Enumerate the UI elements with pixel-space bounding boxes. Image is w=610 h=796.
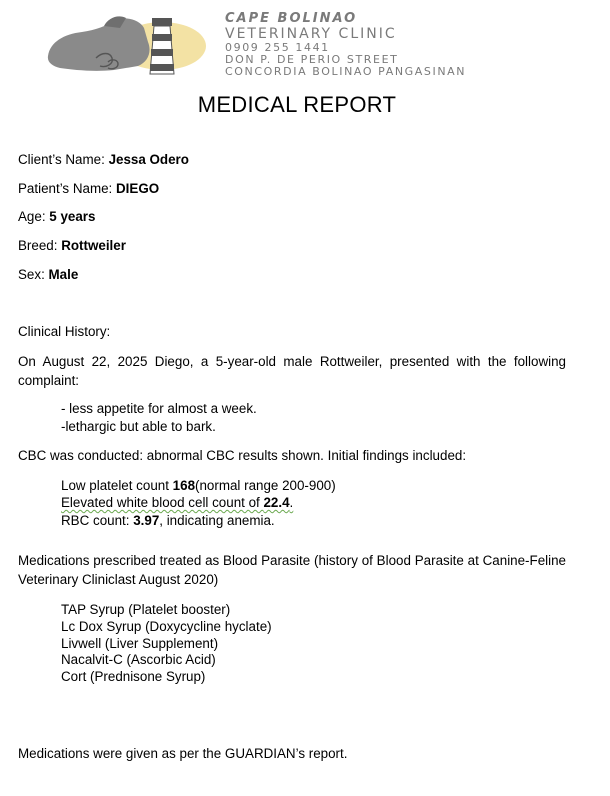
lighthouse-dog-logo-icon bbox=[44, 12, 214, 76]
cbc-rbc-note: , indicating anemia. bbox=[159, 513, 275, 528]
closing-note: Medications were given as per the GUARDIAN’s report. bbox=[18, 746, 348, 761]
breed-value: Rottweiler bbox=[61, 238, 126, 253]
cbc-platelet-range: (normal range 200-900) bbox=[195, 478, 336, 493]
age-label: Age: bbox=[18, 209, 46, 224]
complaint-item: -lethargic but able to bark. bbox=[61, 419, 216, 434]
breed-row bbox=[18, 237, 126, 255]
medication-item: Livwell (Liver Supplement) bbox=[61, 636, 219, 651]
clinic-address: CONCORDIA BOLINAO PANGASINAN bbox=[225, 65, 467, 78]
client-name-row bbox=[18, 151, 189, 169]
cbc-rbc-value: 3.97 bbox=[133, 513, 160, 528]
breed-label: Breed: bbox=[18, 238, 58, 253]
medication-item: Cort (Prednisone Syrup) bbox=[61, 669, 206, 684]
clinic-phone: 0909 255 1441 bbox=[225, 41, 330, 54]
cbc-wbc-end: . bbox=[289, 495, 294, 510]
cbc-wbc-value: 22.4 bbox=[263, 495, 290, 510]
letterhead bbox=[0, 0, 610, 90]
clinic-street: DON P. DE PERIO STREET bbox=[225, 53, 399, 66]
medication-item: Lc Dox Syrup (Doxycycline hyclate) bbox=[61, 619, 272, 634]
page-title: MEDICAL REPORT bbox=[197, 92, 397, 117]
cbc-platelet bbox=[61, 477, 336, 494]
age-value: 5 years bbox=[49, 209, 96, 224]
medication-item: TAP Syrup (Platelet booster) bbox=[61, 602, 231, 617]
cbc-rbc-label: RBC count: bbox=[61, 513, 134, 528]
patient-value: DIEGO bbox=[116, 181, 160, 196]
client-value: Jessa Odero bbox=[108, 152, 189, 167]
age-row bbox=[18, 208, 95, 226]
clinical-history-heading: Clinical History: bbox=[18, 324, 111, 339]
cbc-wbc-label: Elevated white blood cell count of bbox=[61, 495, 264, 510]
clinic-name: CAPE BOLINAO bbox=[225, 11, 358, 26]
patient-name-row bbox=[18, 180, 159, 198]
cbc-rbc bbox=[61, 512, 275, 529]
clinical-history-intro: On August 22, 2025 Diego, a 5-year-old male Rottweiler, presented with the following complaint: bbox=[18, 354, 566, 388]
medication-item: Nacalvit-C (Ascorbic Acid) bbox=[61, 652, 216, 667]
cbc-wbc bbox=[61, 494, 293, 511]
sex-row bbox=[18, 266, 78, 284]
client-label: Client’s Name: bbox=[18, 152, 105, 167]
patient-label: Patient’s Name: bbox=[18, 181, 113, 196]
sex-label: Sex: bbox=[18, 267, 45, 282]
complaint-item: - less appetite for almost a week. bbox=[61, 401, 257, 416]
sex-value: Male bbox=[48, 267, 79, 282]
cbc-platelet-value: 168 bbox=[172, 478, 196, 493]
cbc-platelet-label: Low platelet count bbox=[61, 478, 173, 493]
clinic-name-sub: VETERINARY CLINIC bbox=[225, 26, 397, 42]
medications-intro: Medications prescribed treated as Blood Parasite (history of Blood Parasite at Canine-Feline Veterinary Cliniclast August 2020) bbox=[18, 553, 566, 587]
cbc-intro: CBC was conducted: abnormal CBC results shown. Initial findings included: bbox=[18, 448, 467, 463]
clinic-info bbox=[225, 12, 466, 78]
